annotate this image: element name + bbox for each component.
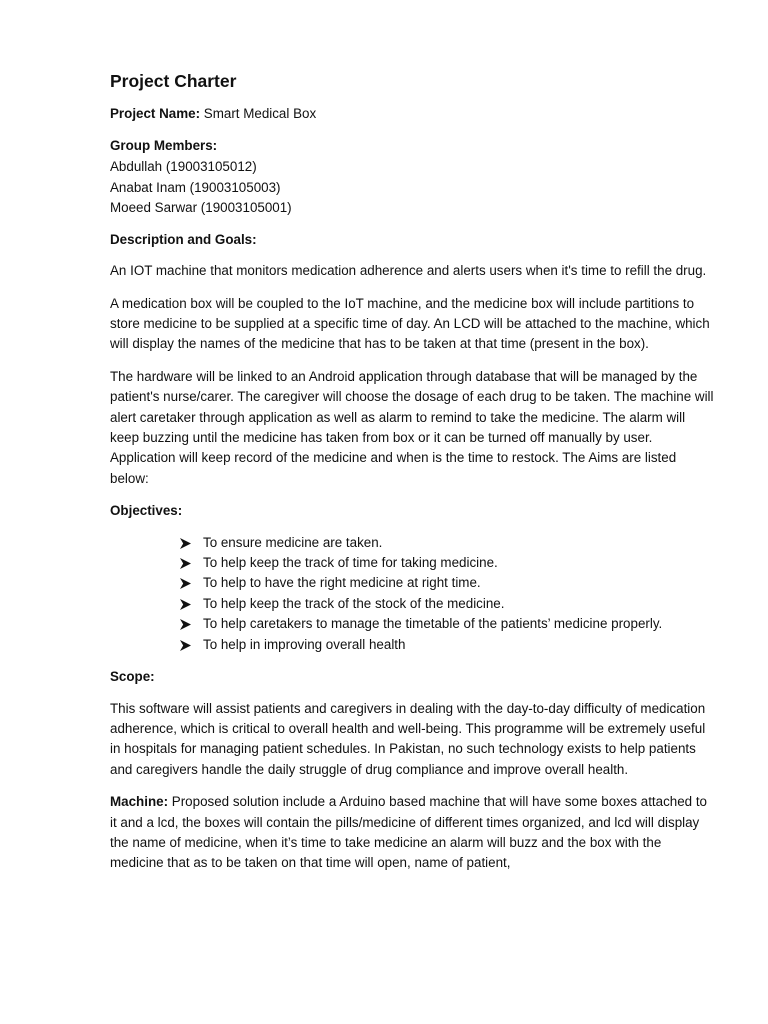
objective-item [180,635,716,655]
arrow-bullet-icon [180,538,191,549]
scope-heading: Scope: [110,669,155,685]
objective-text: To help keep the track of the stock of the medicine. [203,595,505,611]
group-member: Anabat Inam (19003105003) [110,179,281,195]
description-paragraph: An IOT machine that monitors medication adherence and alerts users when it's time to refill the drug. [110,263,707,279]
objective-item [180,533,716,553]
project-name-value: Smart Medical Box [203,106,317,121]
scope-paragraph: This software will assist patients and caregivers in dealing with the day-to-day difficulty of medication adherence, which is critical to overall health and well-being. This programme will be extremely useful in hospitals for managing patient schedules. In Pakistan, no such technology exists to help patients and caregivers handle the daily struggle of drug compliance and improve overall health. [110,700,706,777]
description-paragraph: The hardware will be linked to an Android application through database that will be managed by the patient's nurse/carer. The caregiver will choose the dosage of each drug to be taken. The machine will alert caretaker through application as well as alarm to remind to take the medicine. The alarm will keep buzzing until the medicine has taken from box or it can be turned off manually by user. Application will keep record of the medicine and when is the time to restock. The Aims are listed below: [110,368,714,486]
objective-item [180,573,716,593]
document-body [110,68,716,886]
document-title: Project Charter [110,71,237,91]
group-members-heading: Group Members: [110,138,218,154]
objectives-list [110,533,716,655]
objective-item [180,614,716,634]
objective-text: To help caretakers to manage the timetable of the patients’ medicine properly. [203,616,663,632]
objective-text: To help to have the right medicine at right time. [203,575,481,591]
objective-item [180,553,716,573]
arrow-bullet-icon [180,599,191,610]
group-member: Moeed Sarwar (19003105001) [110,200,292,216]
objective-text: To ensure medicine are taken. [203,534,383,550]
objectives-heading: Objectives: [110,503,183,519]
description-heading: Description and Goals: [110,231,257,247]
group-member: Abdullah (19003105012) [110,159,257,174]
machine-paragraph [110,792,716,874]
project-name-label: Project Name: [110,106,201,121]
machine-label: Machine: [110,794,169,810]
arrow-bullet-icon [180,578,191,589]
arrow-bullet-icon [180,640,191,651]
objective-text: To help keep the track of time for taking medicine. [203,555,498,571]
arrow-bullet-icon [180,558,191,569]
objective-text: To help in improving overall health [203,636,406,652]
group-members-section [110,136,716,218]
project-name-line [110,104,716,124]
arrow-bullet-icon [180,619,191,630]
machine-text: Proposed solution include a Arduino based machine that will have some boxes attached to it and a lcd, the boxes will contain the pills/medicine of different times organized, and lcd will display the name of medicine, when it’s time to take medicine an alarm will buzz and the box with the medicine that as to be taken on that time will open, name of patient, [110,794,708,871]
objective-item [180,594,716,614]
description-paragraph: A medication box will be coupled to the IoT machine, and the medicine box will include partitions to store medicine to be supplied at a specific time of day. An LCD will be attached to the machine, which will display the names of the medicine that has to be taken at that time (present in the box). [110,295,710,352]
